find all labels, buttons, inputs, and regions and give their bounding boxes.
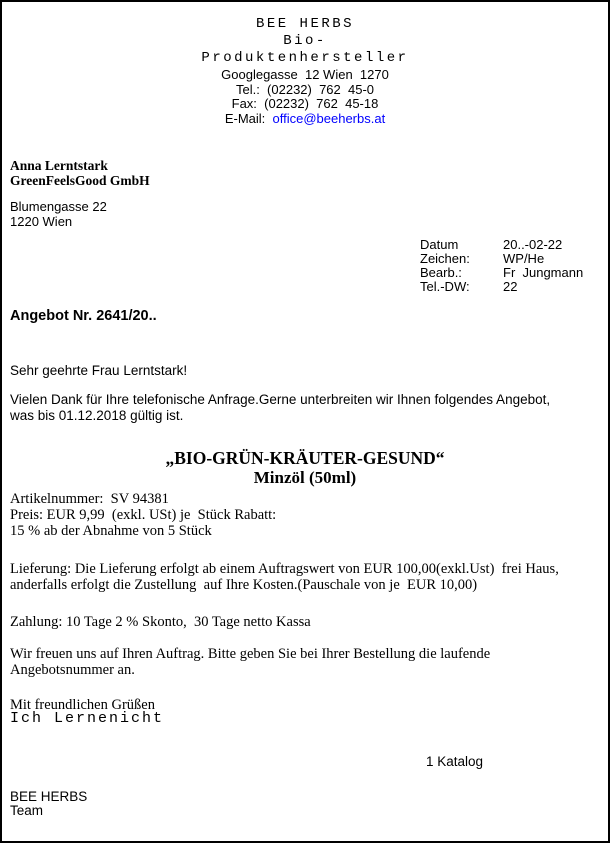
- meta-row-bearb: [420, 266, 583, 280]
- intro-line-1: Vielen Dank für Ihre telefonische Anfrage.Gerne unterbreiten wir Ihnen folgendes Angebot,: [10, 392, 551, 407]
- salutation: Sehr geehrte Frau Lerntstark!: [10, 363, 188, 378]
- subject-offer-number: Angebot Nr. 2641/20..: [10, 308, 157, 324]
- recipient-name: Anna Lerntstark: [10, 158, 108, 173]
- meta-label-teldw: Tel.-DW:: [420, 279, 470, 294]
- company-name-line-3: Produktenhersteller: [201, 50, 409, 66]
- product-subtitle: Minzöl (50ml): [253, 468, 357, 487]
- letterhead: [2, 16, 608, 126]
- company-street: Googlegasse 12 Wien 1270: [221, 67, 389, 82]
- closing-line-2: Angebotsnummer an.: [10, 662, 135, 678]
- delivery-line-2: anderfalls erfolgt die Zustellung auf Ihre Kosten.(Pauschale von je EUR 10,00): [10, 577, 478, 593]
- product-article-number: Artikelnummer: SV 94381: [10, 491, 169, 507]
- enclosure-note: 1 Katalog: [426, 754, 484, 769]
- meta-row-datum: [420, 238, 583, 252]
- closing-paragraph: [10, 646, 490, 678]
- letter-meta-block: [420, 238, 583, 294]
- signature-name: Ich Lernenicht: [10, 710, 165, 727]
- recipient-address-block: [10, 158, 150, 229]
- closing-line-1: Wir freuen uns auf Ihren Auftrag. Bitte geben Sie bei Ihrer Bestellung die laufende: [10, 646, 491, 662]
- meta-row-zeichen: [420, 252, 583, 266]
- meta-label-datum: Datum: [420, 237, 459, 252]
- company-email-row: [2, 112, 608, 127]
- product-discount-line: 15 % ab der Abnahme von 5 Stück: [10, 523, 212, 539]
- intro-line-2: was bis 01.12.2018 gültig ist.: [10, 407, 184, 423]
- meta-value-teldw: 22: [503, 279, 518, 294]
- email-link[interactable]: office@beeherbs.at: [272, 110, 386, 126]
- delivery-terms: [10, 561, 559, 593]
- meta-row-teldw: [420, 280, 583, 294]
- footer-block: [10, 790, 87, 817]
- product-price-line: Preis: EUR 9,99 (exkl. USt) je Stück Rabatt:: [10, 507, 277, 523]
- payment-terms: Zahlung: 10 Tage 2 % Skonto, 30 Tage netto Kassa: [10, 614, 311, 630]
- meta-value-bearb: Fr Jungmann: [503, 265, 584, 280]
- regards-line: Mit freundlichen Grüßen: [10, 697, 155, 713]
- footer-team: Team: [10, 802, 44, 818]
- meta-value-datum: 20..-02-22: [503, 237, 563, 252]
- company-name-line-2: Bio-: [283, 33, 327, 49]
- meta-label-zeichen: Zeichen:: [420, 251, 470, 266]
- footer-company: BEE HERBS: [10, 789, 88, 804]
- recipient-city-clipped: 1220 Wien: [10, 214, 73, 229]
- product-details: [10, 491, 276, 539]
- company-phone: Tel.: (02232) 762 45-0: [235, 81, 375, 97]
- meta-label-bearb: Bearb.:: [420, 265, 462, 280]
- recipient-company: GreenFeelsGood GmbH: [10, 173, 150, 188]
- email-label: E-Mail:: [224, 110, 273, 126]
- delivery-line-1: Lieferung: Die Lieferung erfolgt ab einem Auftragswert von EUR 100,00(exkl.Ust) frei Haus,: [10, 561, 559, 577]
- recipient-street: Blumengasse 22: [10, 199, 107, 214]
- product-title: „BIO-GRÜN-KRÄUTER-GESUND“: [165, 448, 445, 468]
- company-name-line-1: BEE HERBS: [255, 16, 355, 32]
- intro-paragraph: [10, 392, 550, 423]
- company-fax: Fax: (02232) 762 45-18: [231, 96, 379, 111]
- meta-value-zeichen: WP/He: [503, 251, 545, 266]
